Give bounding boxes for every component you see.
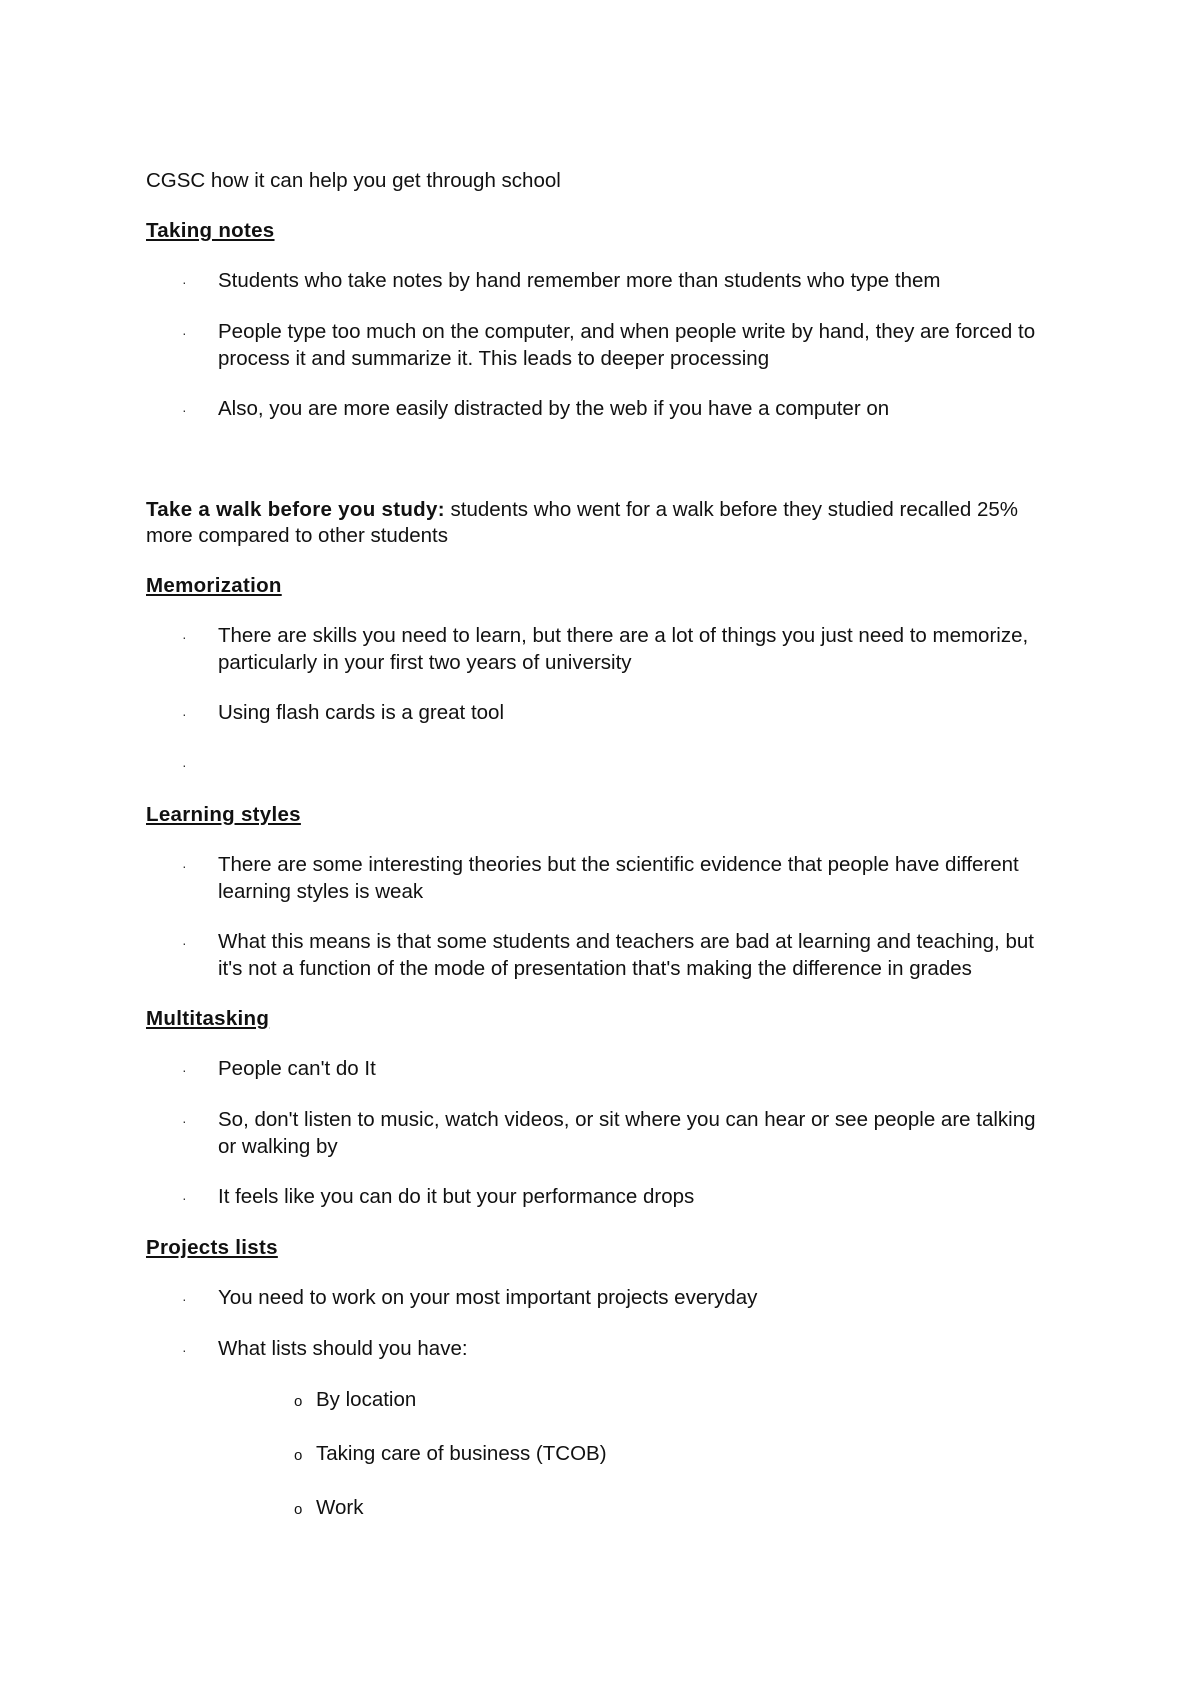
sub-list-item: o Taking care of business (TCOB) [294, 1441, 1046, 1469]
bullet-icon: · [182, 706, 187, 722]
bullet-icon: · [182, 1342, 187, 1358]
bullet-icon: · [182, 274, 187, 290]
list-item: · People type too much on the computer, and when people write by hand, they are forced to process it and summarize it. This leads to deeper processing [182, 320, 1036, 370]
circle-bullet-icon: o [294, 1501, 303, 1518]
bullet-icon: · [182, 402, 187, 418]
section-heading-learning-styles: Learning styles [146, 803, 301, 826]
list-item: · Students who take notes by hand remember more than students who type them [182, 268, 1046, 295]
bullet-icon: · [182, 757, 187, 773]
document-title: CGSC how it can help you get through school [146, 169, 561, 192]
bullet-icon: · [182, 935, 187, 951]
list-item: · There are skills you need to learn, but there are a lot of things you just need to memorize, particularly in your first two years of university [182, 624, 1029, 674]
list-item: · What this means is that some students and teachers are bad at learning and teaching, but it's not a function of the mode of presentation that's making the difference in grades [182, 930, 1034, 980]
list-item: · Using flash cards is a great tool [182, 700, 1046, 727]
list-item: · Also, you are more easily distracted by the web if you have a computer on [182, 396, 1046, 423]
bullet-icon: · [182, 325, 187, 341]
bullet-icon: · [182, 629, 187, 645]
bullet-icon: · [182, 1291, 187, 1307]
bullet-icon: · [182, 1190, 187, 1206]
section-heading-taking-notes: Taking notes [146, 219, 275, 242]
walk-paragraph [146, 497, 1046, 549]
bullet-icon: · [182, 858, 187, 874]
list-item: · There are some interesting theories but the scientific evidence that people have different learning styles is weak [182, 853, 1019, 903]
sub-list-item: o Work [294, 1495, 1046, 1523]
walk-text: students who went for a walk before they studied recalled 25% more compared to other students [146, 498, 1019, 547]
circle-bullet-icon: o [294, 1447, 303, 1464]
spacer [146, 447, 1046, 497]
bullet-icon: · [182, 1113, 187, 1129]
list-item: · You need to work on your most important projects everyday [182, 1285, 1046, 1312]
section-heading-projects-lists: Projects lists [146, 1236, 278, 1259]
list-item: · What lists should you have: [182, 1336, 1046, 1363]
sub-list-item: o By location [294, 1387, 1046, 1415]
circle-bullet-icon: o [294, 1393, 303, 1410]
list-item: · So, don't listen to music, watch videos, or sit where you can hear or see people are talking or walking by [182, 1108, 1036, 1158]
walk-lead: Take a walk before you study: [146, 498, 445, 521]
list-item: · People can't do It [182, 1056, 1046, 1083]
section-heading-multitasking: Multitasking [146, 1007, 270, 1030]
bullet-icon: · [182, 1062, 187, 1078]
section-heading-memorization: Memorization [146, 574, 282, 597]
document-page [146, 168, 1046, 1549]
list-item: · It feels like you can do it but your performance drops [182, 1184, 1046, 1211]
list-item [182, 751, 1046, 778]
